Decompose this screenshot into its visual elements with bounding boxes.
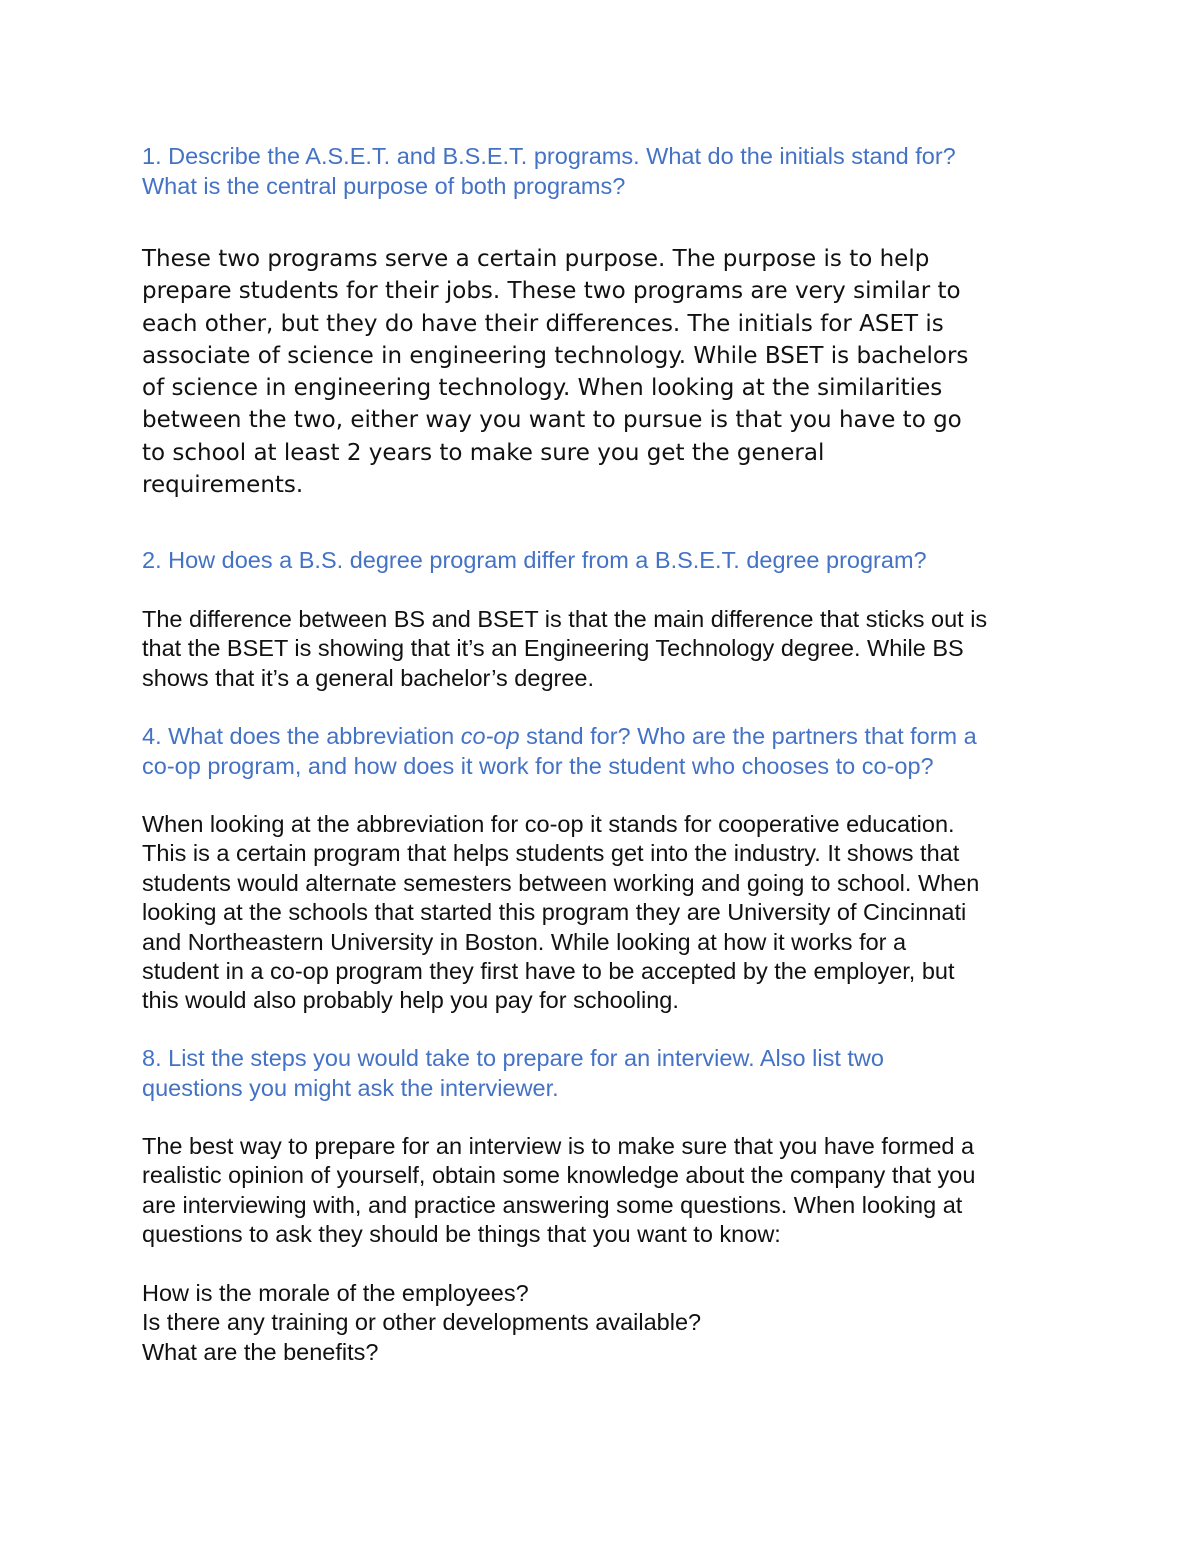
answer-8-line-1: The best way to prepare for an interview is to make sure that you have formed a [142, 1133, 975, 1159]
question-1-line-1: 1. Describe the A.S.E.T. and B.S.E.T. programs. What do the initials stand for? [142, 143, 956, 169]
answer-8-line-3: are interviewing with, and practice answering some questions. When looking at [142, 1191, 963, 1218]
answer-2 [142, 605, 1072, 693]
answer-1-line-7: to school at least 2 years to make sure you get the general [142, 439, 825, 466]
answer-8 [142, 1132, 1072, 1250]
answer-1-line-3: each other, but they do have their differences. The initials for ASET is [142, 310, 944, 337]
answer-1-line-4: associate of science in engineering technology. While BSET is bachelors [142, 342, 969, 369]
answer-4-line-3: students would alternate semesters between working and going to school. When [142, 869, 980, 896]
question-4-line-1 [142, 722, 1072, 752]
question-4 [142, 722, 1072, 781]
answer-4-line-2: This is a certain program that helps students get into the industry. It shows that [142, 840, 960, 867]
interview-question-2: Is there any training or other developments available? [142, 1309, 702, 1336]
question-4-line-1-start: 4. What does the abbreviation [142, 723, 461, 749]
question-8-line-1: 8. List the steps you would take to prepare for an interview. Also list two [142, 1045, 884, 1071]
answer-1-line-5: of science in engineering technology. When looking at the similarities [142, 375, 943, 402]
interview-question-1: How is the morale of the employees? [142, 1280, 529, 1306]
answer-4-line-5: and Northeastern University in Boston. While looking at how it works for a [142, 928, 907, 955]
question-4-line-2: co-op program, and how does it work for the student who chooses to co-op? [142, 752, 934, 779]
answer-2-line-1: The difference between BS and BSET is that the main difference that sticks out is [142, 606, 988, 632]
answer-1-line-1: These two programs serve a certain purpose. The purpose is to help [142, 246, 930, 272]
interview-question-3: What are the benefits? [142, 1338, 379, 1365]
answer-8-line-4: questions to ask they should be things that you want to know: [142, 1221, 781, 1248]
answer-1-line-8: requirements. [142, 472, 304, 499]
question-2-line-1: 2. How does a B.S. degree program differ from a B.S.E.T. degree program? [142, 547, 927, 573]
answer-4-line-4: looking at the schools that started this program they are University of Cincinnati [142, 899, 967, 926]
question-4-line-1-end: stand for? Who are the partners that form a [519, 723, 977, 749]
answer-1-line-2: prepare students for their jobs. These two programs are very similar to [142, 278, 961, 305]
question-1-line-2: What is the central purpose of both programs? [142, 172, 626, 199]
answer-8-line-2: realistic opinion of yourself, obtain some knowledge about the company that you [142, 1162, 976, 1189]
answer-4 [142, 810, 1072, 1016]
question-1 [142, 142, 1072, 201]
answer-4-line-1: When looking at the abbreviation for co-op it stands for cooperative education. [142, 811, 955, 837]
question-4-coop-italic: co-op [460, 723, 520, 749]
answer-4-line-6: student in a co-op program they first have to be accepted by the employer, but [142, 958, 955, 985]
answer-2-line-3: shows that it’s a general bachelor’s degree. [142, 664, 595, 691]
question-2 [142, 546, 1072, 576]
answer-2-line-2: that the BSET is showing that it’s an Engineering Technology degree. While BS [142, 635, 964, 662]
question-8-line-2: questions you might ask the interviewer. [142, 1074, 559, 1101]
answer-1 [142, 243, 1072, 501]
question-8 [142, 1044, 1072, 1103]
answer-1-line-6: between the two, either way you want to pursue is that you have to go [142, 407, 962, 434]
answer-4-line-7: this would also probably help you pay for schooling. [142, 987, 679, 1014]
answer-8-question-list [142, 1279, 1072, 1367]
